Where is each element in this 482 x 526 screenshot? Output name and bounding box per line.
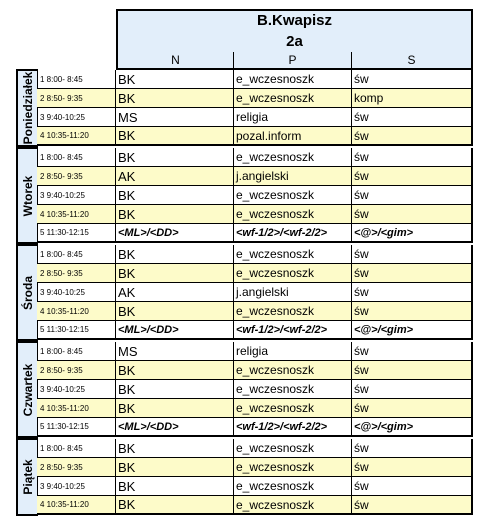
lesson-row bbox=[37, 148, 473, 167]
room-cell: św bbox=[352, 283, 473, 302]
day-label bbox=[16, 341, 38, 438]
column-header-n: N bbox=[116, 52, 234, 70]
lesson-row bbox=[37, 186, 473, 205]
lesson-row bbox=[37, 342, 473, 361]
teacher-cell: BK bbox=[116, 89, 234, 108]
subject-cell: e_wczesnoszk bbox=[234, 89, 352, 108]
day-name: Środa bbox=[20, 275, 35, 310]
day-label bbox=[16, 438, 38, 516]
teacher-cell: BK bbox=[116, 70, 234, 89]
lesson-row bbox=[37, 418, 473, 437]
room-cell: <@>/<gim> bbox=[352, 321, 473, 340]
room-cell: <@>/<gim> bbox=[352, 224, 473, 243]
lesson-time: 1 8:00- 8:45 bbox=[37, 245, 116, 264]
lesson-row bbox=[37, 380, 473, 399]
teacher-cell: MS bbox=[116, 108, 234, 127]
room-cell: św bbox=[352, 477, 473, 496]
subject-cell: j.angielski bbox=[234, 283, 352, 302]
teacher-cell: BK bbox=[116, 380, 234, 399]
teacher-cell: BK bbox=[116, 496, 234, 515]
room-cell: św bbox=[352, 496, 473, 515]
teacher-cell: <ML>/<DD> bbox=[116, 224, 234, 243]
subject-cell: e_wczesnoszk bbox=[234, 264, 352, 283]
teacher-cell: BK bbox=[116, 264, 234, 283]
room-cell: św bbox=[352, 439, 473, 458]
room-cell: św bbox=[352, 264, 473, 283]
teacher-cell: <ML>/<DD> bbox=[116, 418, 234, 437]
room-cell: św bbox=[352, 148, 473, 167]
room-cell: św bbox=[352, 342, 473, 361]
lesson-time: 3 9:40-10:25 bbox=[37, 108, 116, 127]
subject-cell: j.angielski bbox=[234, 167, 352, 186]
lesson-time: 2 8:50- 9:35 bbox=[37, 264, 116, 283]
day-label bbox=[16, 69, 38, 147]
lesson-time: 4 10:35-11:20 bbox=[37, 496, 116, 515]
subject-cell: e_wczesnoszk bbox=[234, 245, 352, 264]
room-cell: św bbox=[352, 205, 473, 224]
day-label bbox=[16, 147, 38, 244]
room-cell: komp bbox=[352, 89, 473, 108]
day-name: Piątek bbox=[20, 459, 35, 495]
lesson-time: 2 8:50- 9:35 bbox=[37, 167, 116, 186]
subject-cell: e_wczesnoszk bbox=[234, 205, 352, 224]
lesson-row bbox=[37, 321, 473, 340]
day-name: Czwartek bbox=[20, 363, 35, 416]
teacher-cell: MS bbox=[116, 342, 234, 361]
teacher-cell: BK bbox=[116, 245, 234, 264]
subject-cell: pozal.inform bbox=[234, 127, 352, 146]
teacher-cell: BK bbox=[116, 148, 234, 167]
lesson-row bbox=[37, 477, 473, 496]
room-cell: św bbox=[352, 127, 473, 146]
lesson-time: 5 11:30-12:15 bbox=[37, 224, 116, 243]
lesson-time: 2 8:50- 9:35 bbox=[37, 361, 116, 380]
teacher-cell: AK bbox=[116, 283, 234, 302]
subject-cell: religia bbox=[234, 108, 352, 127]
teacher-cell: BK bbox=[116, 127, 234, 146]
lesson-time: 1 8:00- 8:45 bbox=[37, 439, 116, 458]
lesson-row bbox=[37, 439, 473, 458]
teacher-title: B.Kwapisz bbox=[116, 9, 473, 32]
teacher-cell: BK bbox=[116, 399, 234, 418]
subject-cell: e_wczesnoszk bbox=[234, 302, 352, 321]
teacher-cell: BK bbox=[116, 458, 234, 477]
subject-cell: e_wczesnoszk bbox=[234, 496, 352, 515]
room-cell: św bbox=[352, 108, 473, 127]
column-header-s: S bbox=[352, 52, 473, 70]
lesson-row bbox=[37, 283, 473, 302]
room-cell: św bbox=[352, 380, 473, 399]
room-cell: św bbox=[352, 361, 473, 380]
lesson-time: 2 8:50- 9:35 bbox=[37, 458, 116, 477]
lesson-row bbox=[37, 205, 473, 224]
lesson-time: 5 11:30-12:15 bbox=[37, 418, 116, 437]
subject-cell: e_wczesnoszk bbox=[234, 70, 352, 89]
subject-cell: <wf-1/2>/<wf-2/2> bbox=[234, 224, 352, 243]
lesson-row bbox=[37, 399, 473, 418]
room-cell: św bbox=[352, 245, 473, 264]
lesson-time: 4 10:35-11:20 bbox=[37, 399, 116, 418]
teacher-cell: BK bbox=[116, 186, 234, 205]
room-cell: św bbox=[352, 302, 473, 321]
lesson-time: 4 10:35-11:20 bbox=[37, 302, 116, 321]
subject-cell: e_wczesnoszk bbox=[234, 148, 352, 167]
subject-cell: e_wczesnoszk bbox=[234, 458, 352, 477]
subject-cell: e_wczesnoszk bbox=[234, 361, 352, 380]
lesson-time: 2 8:50- 9:35 bbox=[37, 89, 116, 108]
teacher-cell: BK bbox=[116, 205, 234, 224]
subject-cell: e_wczesnoszk bbox=[234, 399, 352, 418]
lesson-time: 1 8:00- 8:45 bbox=[37, 148, 116, 167]
lesson-row bbox=[37, 458, 473, 477]
lesson-time: 3 9:40-10:25 bbox=[37, 186, 116, 205]
room-cell: św bbox=[352, 167, 473, 186]
subject-cell: e_wczesnoszk bbox=[234, 380, 352, 399]
lesson-time: 1 8:00- 8:45 bbox=[37, 70, 116, 89]
class-name: 2a bbox=[116, 30, 473, 53]
subject-cell: <wf-1/2>/<wf-2/2> bbox=[234, 418, 352, 437]
lesson-time: 5 11:30-12:15 bbox=[37, 321, 116, 340]
subject-cell: e_wczesnoszk bbox=[234, 186, 352, 205]
lesson-row bbox=[37, 108, 473, 127]
teacher-cell: BK bbox=[116, 302, 234, 321]
day-name: Wtorek bbox=[20, 175, 35, 216]
lesson-row bbox=[37, 224, 473, 243]
room-cell: św bbox=[352, 399, 473, 418]
teacher-cell: BK bbox=[116, 439, 234, 458]
teacher-cell: BK bbox=[116, 477, 234, 496]
room-cell: św bbox=[352, 70, 473, 89]
lesson-time: 1 8:00- 8:45 bbox=[37, 342, 116, 361]
lesson-row bbox=[37, 264, 473, 283]
subject-cell: e_wczesnoszk bbox=[234, 477, 352, 496]
lesson-row bbox=[37, 245, 473, 264]
room-cell: św bbox=[352, 458, 473, 477]
lesson-time: 4 10:35-11:20 bbox=[37, 205, 116, 224]
day-name: Poniedziałek bbox=[20, 71, 35, 145]
day-label bbox=[16, 244, 38, 341]
lesson-row bbox=[37, 496, 473, 515]
room-cell: św bbox=[352, 186, 473, 205]
lesson-time: 3 9:40-10:25 bbox=[37, 380, 116, 399]
lesson-time: 3 9:40-10:25 bbox=[37, 477, 116, 496]
lesson-time: 3 9:40-10:25 bbox=[37, 283, 116, 302]
lesson-row bbox=[37, 127, 473, 146]
lesson-row bbox=[37, 70, 473, 89]
room-cell: <@>/<gim> bbox=[352, 418, 473, 437]
lesson-row bbox=[37, 302, 473, 321]
teacher-cell: <ML>/<DD> bbox=[116, 321, 234, 340]
subject-cell: e_wczesnoszk bbox=[234, 439, 352, 458]
subject-cell: <wf-1/2>/<wf-2/2> bbox=[234, 321, 352, 340]
teacher-cell: AK bbox=[116, 167, 234, 186]
subject-cell: religia bbox=[234, 342, 352, 361]
column-header-p: P bbox=[234, 52, 352, 70]
lesson-row bbox=[37, 167, 473, 186]
lesson-row bbox=[37, 89, 473, 108]
lesson-row bbox=[37, 361, 473, 380]
lesson-time: 4 10:35-11:20 bbox=[37, 127, 116, 146]
teacher-cell: BK bbox=[116, 361, 234, 380]
